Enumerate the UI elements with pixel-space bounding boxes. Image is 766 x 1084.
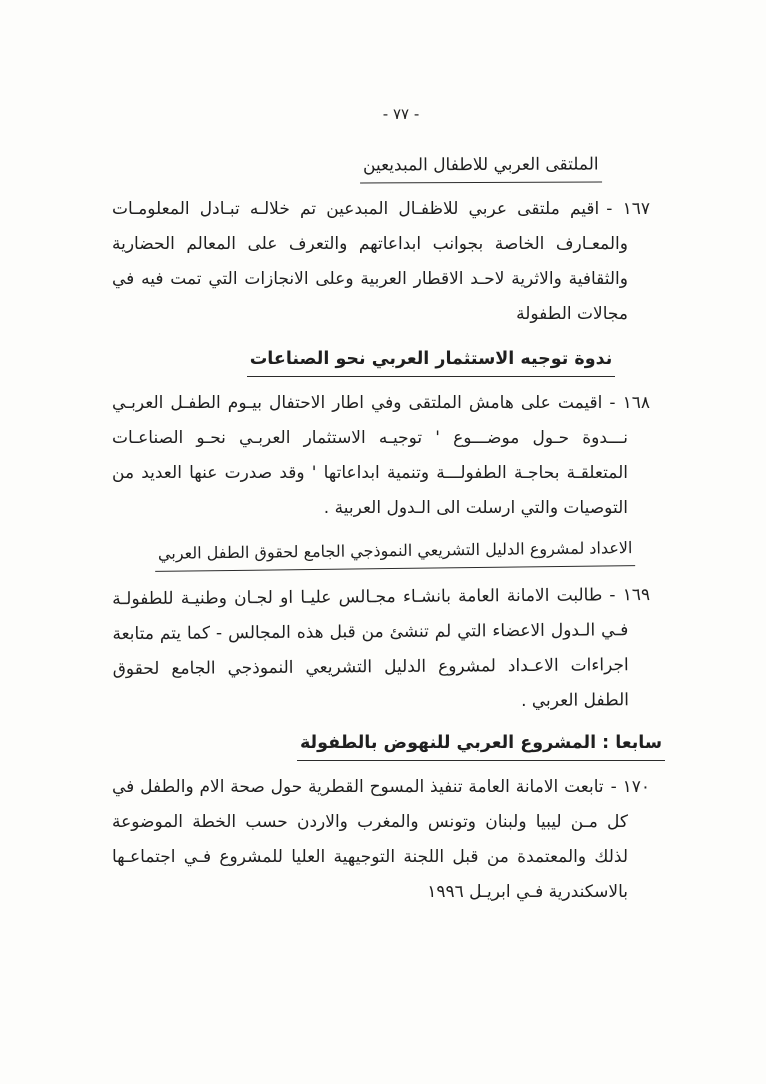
section-heading: ندوة توجيه الاستثمار العربي نحو الصناعات xyxy=(247,346,616,377)
paragraph-text: اقيم ملتقى عربي للاظفـال المبدعين تم خلالـه تبـادل المعلومـات والمعـارف الخاصة بجوانب ابداعاتهم والتعرف على المعالم الحضارية والثقافية والاثرية لاحـد الاقطار العربية وعلى الانجازات التي تمت فيه في مجالات الطفولة xyxy=(112,199,628,324)
paragraph-text: طالبت الامانة العامة بانشـاء مجـالس عليـا او لجـان وطنيـة للطفولـة فـي الـدول الاعضاء التي لم تنشئ من قبل هذه المجالس - كما يتم متابعة اجراءات الاعـداد لمشروع الدليل التشريعي النموذجي الجامع لحقوق الطفل العربي . xyxy=(112,585,630,712)
paragraph xyxy=(112,578,651,722)
section-investment-seminar xyxy=(112,346,650,526)
page-number: - ٧٧ - xyxy=(382,105,420,123)
paragraph-number: ١٦٩ - xyxy=(609,584,651,606)
paragraph-text: تابعت الامانة العامة تنفيذ المسوح القطرية حول صحة الام والطفل في كل مـن ليبيا ولبنان وتونس والمغرب والاردن حسب الخطة الموضوعة لذلك والمعتمدة من قبل اللجنة التوجيهية العليا للمشروع فـي اجتماعـها بالاسكندرية فـي ابريـل ١٩٩٦ xyxy=(112,777,628,902)
section-heading: الملتقى العربي للاطفال المبديعين xyxy=(360,151,602,183)
section-creative-children-forum xyxy=(112,152,650,332)
section-heading: الاعداد لمشروع الدليل التشريعي النموذجي الجامع لحقوق الطفل العربي xyxy=(155,535,636,572)
section-heading: سابعا : المشروع العربي للنهوض بالطفولة xyxy=(297,730,665,761)
page-content xyxy=(112,0,663,910)
paragraph xyxy=(112,770,650,910)
paragraph-number: ١٧٠ - xyxy=(610,777,650,797)
paragraph xyxy=(112,192,650,332)
section-childhood-advancement-project xyxy=(112,730,663,910)
paragraph xyxy=(112,386,650,526)
paragraph-number: ١٦٨ - xyxy=(609,393,650,413)
paragraph-text: اقيمت على هامش الملتقى وفي اطار الاحتفال بيـوم الطفـل العربـي نـــدوة حـول موضـــوع ' توجيـه الاستثمار العربـي نحـو الصناعـات المتعلقـة بحاجـة الطفولـــة وتنمية ابداعاتها ' وقد صدرت عنها العديد من التوصيات والتي ارسلت الى الـدول العربية . xyxy=(112,393,628,518)
paragraph-number: ١٦٧ - xyxy=(606,199,650,219)
section-legislative-guide xyxy=(112,538,650,718)
